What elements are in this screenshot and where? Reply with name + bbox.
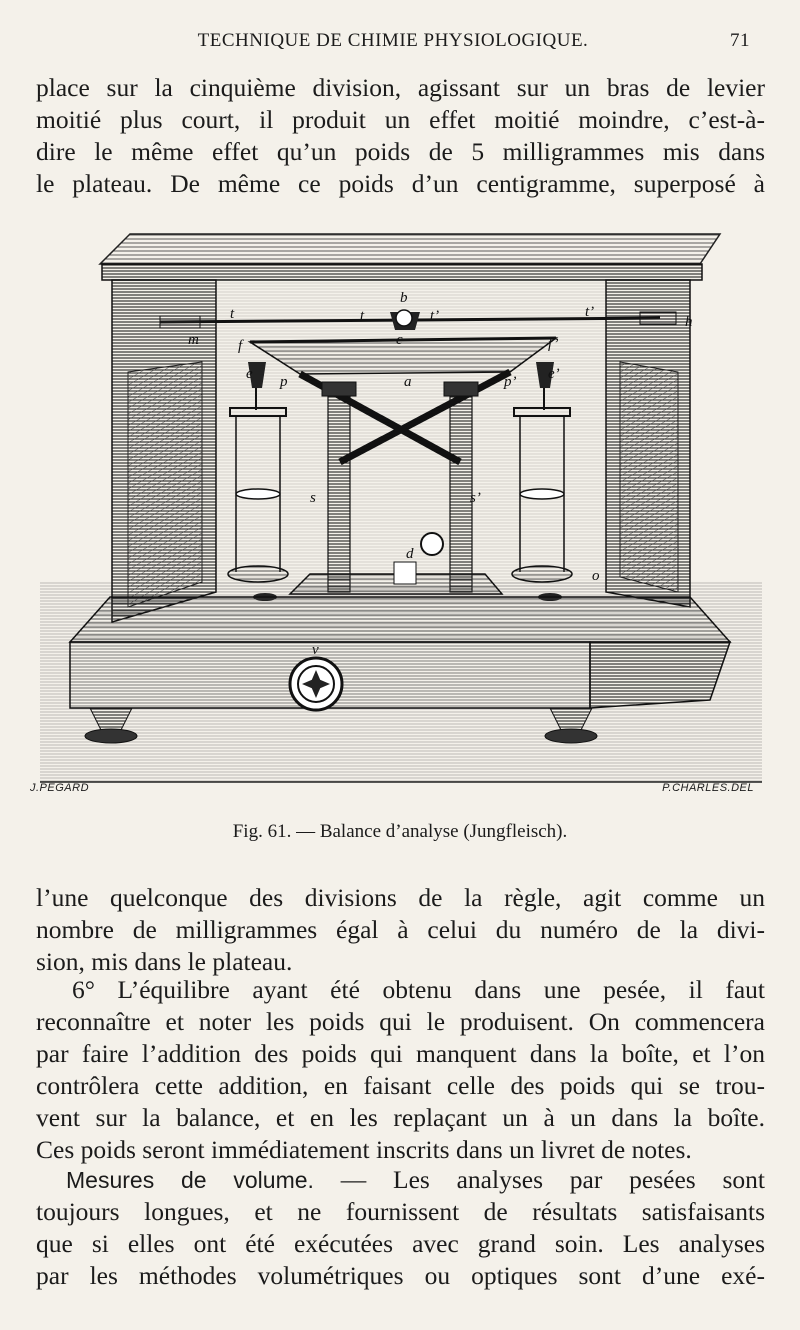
- label-b: b: [400, 290, 408, 306]
- paragraph-top: [36, 72, 765, 200]
- lens-o: [421, 533, 443, 555]
- label-v: v: [312, 642, 319, 658]
- balance-engraving: [40, 222, 762, 800]
- label-m: m: [188, 332, 199, 348]
- text-line: place sur la cinquième division, agissant sur un bras de levier: [36, 73, 765, 102]
- page-number: 71: [730, 30, 750, 51]
- section-heading: Mesures de volume.: [66, 1167, 314, 1193]
- case-top-edge: [102, 264, 702, 280]
- text-line: vent sur la balance, et en les replaçant un à un dans la boîte.: [36, 1103, 765, 1132]
- column-right: [450, 392, 472, 592]
- label-t-prime: t’: [430, 308, 440, 324]
- label-t-prime: t’: [585, 304, 595, 320]
- label-e: e: [246, 366, 253, 382]
- column-left-cap: [322, 382, 356, 396]
- column-right-cap: [444, 382, 478, 396]
- label-e-prime: e’: [548, 366, 560, 382]
- engraver-signature: J.PEGARD: [30, 782, 90, 794]
- label-o: o: [592, 568, 600, 584]
- text-run: — Les analyses par pesées sont: [313, 1165, 765, 1194]
- text-line: 6° L’équilibre ayant été obtenu dans une pesée, il faut: [72, 975, 765, 1004]
- case-top: [100, 234, 720, 264]
- text-line: nombre de milligrammes égal à celui du numéro de la divi-: [36, 915, 765, 944]
- balance-beam: [250, 338, 556, 374]
- rider-knob-left: [160, 316, 200, 328]
- label-a: a: [404, 374, 412, 390]
- figure-caption: Fig. 61. — Balance d’analyse (Jungfleisch).: [232, 821, 568, 842]
- case-left-glass: [128, 362, 202, 607]
- text-line: que si elles ont été exécutées avec grand soin. Les analyses: [36, 1229, 765, 1258]
- base-top: [70, 597, 730, 642]
- paragraph-mesures: [36, 1164, 765, 1292]
- text-line: Ces poids seront immédiatement inscrits dans un livret de notes.: [36, 1135, 692, 1164]
- text-line: sion, mis dans le plateau.: [36, 947, 293, 976]
- foot-right-pad: [545, 729, 597, 743]
- text-line: le plateau. De même ce poids d’un centigramme, superposé à: [36, 169, 765, 198]
- text-line: [36, 1164, 765, 1196]
- beam-pointer-hub: [396, 310, 412, 326]
- base-side: [590, 642, 730, 708]
- pointer-stand: [394, 562, 416, 584]
- label-t: t: [360, 308, 365, 324]
- paragraph-six: [36, 974, 765, 1166]
- text-line: contrôlera cette addition, en faisant celle des poids qui se trou-: [36, 1071, 765, 1100]
- label-h: h: [685, 314, 693, 330]
- left-pan-guard: [236, 489, 280, 499]
- artist-signature: P.CHARLES.DEL: [662, 782, 754, 794]
- label-d: d: [406, 546, 414, 562]
- running-title: TECHNIQUE DE CHIMIE PHYSIOLOGIQUE.: [197, 30, 589, 51]
- foot-left-pad: [85, 729, 137, 743]
- label-f-prime: f’: [548, 336, 559, 352]
- text-line: l’une quelconque des divisions de la règle, agit comme un: [36, 883, 765, 912]
- text-line: par les méthodes volumétriques ou optiques sont d’une exé-: [36, 1261, 765, 1290]
- right-pan-guard: [520, 489, 564, 499]
- label-p-prime: p’: [504, 374, 517, 390]
- left-pan: [228, 566, 288, 582]
- balance-illustration: [40, 222, 762, 800]
- column-left: [328, 392, 350, 592]
- case-right-glass: [620, 362, 678, 592]
- text-line: toujours longues, et ne fournissent de résultats satisfaisants: [36, 1197, 765, 1226]
- paragraph-middle: [36, 882, 765, 978]
- page-header: [36, 30, 750, 58]
- label-f: f: [238, 338, 243, 354]
- label-p: p: [280, 374, 288, 390]
- label-t: t: [230, 306, 235, 322]
- right-pan: [512, 566, 572, 582]
- text-line: reconnaître et noter les poids qui le produisent. On commencera: [36, 1007, 765, 1036]
- label-s: s: [310, 490, 316, 506]
- text-line: dire le même effet qu’un poids de 5 milligrammes mis dans: [36, 137, 765, 166]
- text-line: par faire l’addition des poids qui manquent dans la boîte, et l’on: [36, 1039, 765, 1068]
- label-s-prime: s’: [470, 490, 481, 506]
- rider-knob-right: [640, 312, 676, 324]
- text-line: moitié plus court, il produit un effet moitié moindre, c’est-à-: [36, 105, 765, 134]
- label-c: c: [396, 332, 403, 348]
